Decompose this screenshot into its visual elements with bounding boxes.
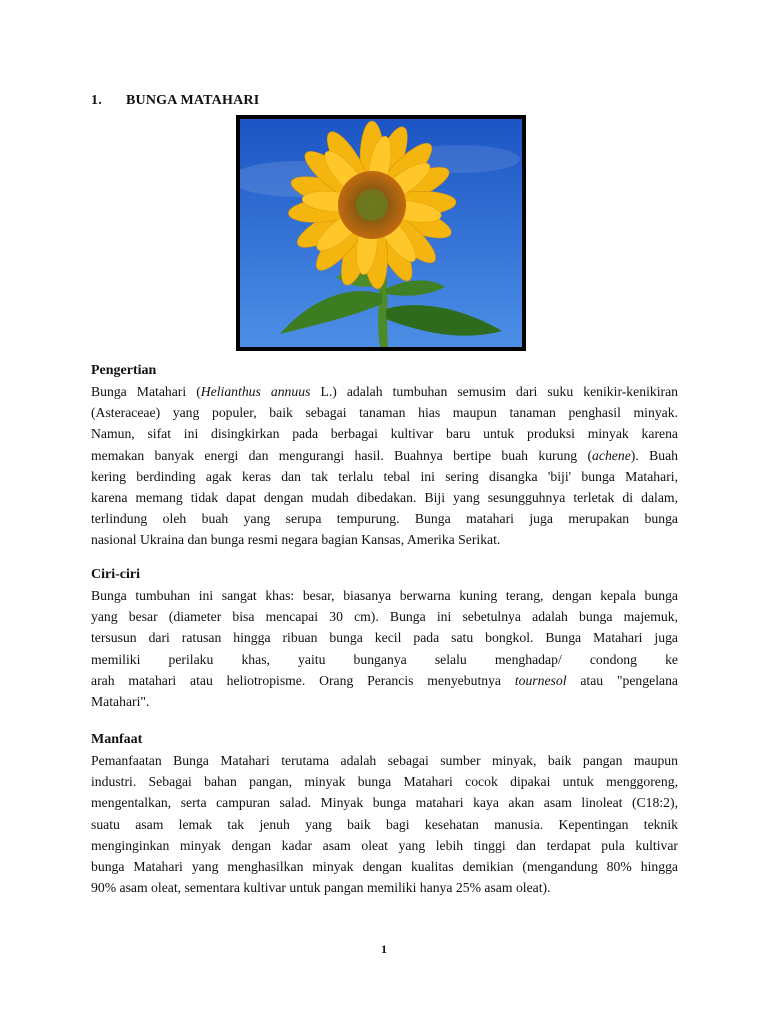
text-line: suatu asam lemak tak jenuh yang baik bagi kesehatan manusia. Kepentingan teknik xyxy=(91,816,678,832)
section-ciri xyxy=(91,564,678,712)
italic-term: tournesol xyxy=(514,672,567,688)
text-line: terlindung oleh buah yang serupa tempurung. Bunga matahari juga merupakan bunga xyxy=(91,511,678,527)
text-line: Namun, sifat ini disingkirkan pada berbagai kultivar baru untuk produksi minyak karena xyxy=(91,426,678,442)
text-line: 90% asam oleat, sementara kultivar untuk pangan memiliki hanya 25% asam oleat). xyxy=(91,880,551,896)
text-line: memakan banyak energi dan mengurangi hasil. Buahnya bertipe buah kurung (achene). Buah xyxy=(91,447,679,463)
text-line: karena memang tidak dapat dengan mudah dibedakan. Biji yang sesungguhnya terletak di dalam, xyxy=(91,490,678,506)
sunflower-illustration xyxy=(240,119,522,347)
section-title: Ciri-ciri xyxy=(91,567,140,582)
text-line: menginginkan minyak dengan kadar asam oleat yang lebih tinggi dan terdapat pula kultivar xyxy=(91,837,678,853)
text-line: Bunga Matahari (Helianthus annuus L.) adalah tumbuhan semusim dari suku kenikir-kenikiran xyxy=(91,384,678,399)
text-line: Bunga tumbuhan ini sangat khas: besar, biasanya berwarna kuning terang, dengan kepala bunga xyxy=(91,588,678,603)
text-line: nasional Ukraina dan bunga resmi negara bagian Kansas, Amerika Serikat. xyxy=(91,532,501,548)
section-pengertian xyxy=(91,360,678,551)
heading-number: 1. xyxy=(91,93,102,108)
text-line: Pemanfaatan Bunga Matahari terutama adalah sebagai sumber minyak, baik pangan maupun xyxy=(91,753,678,768)
text-line: (Asteraceae) yang populer, baik sebagai tanaman hias maupun tanaman penghasil minyak. xyxy=(91,405,678,421)
section-title: Pengertian xyxy=(91,363,157,378)
text-line: tersusun dari ratusan hingga ribuan bunga kecil pada satu bongkol. Bunga Matahari juga xyxy=(91,630,678,646)
paragraph xyxy=(91,381,678,551)
paragraph xyxy=(91,750,678,898)
section-title: Manfaat xyxy=(91,732,143,747)
paragraph xyxy=(91,585,678,712)
text-line: Matahari". xyxy=(91,694,150,710)
text-line: industri. Sebagai bahan pangan, minyak bunga Matahari cocok dipakai untuk menggoreng, xyxy=(91,774,678,790)
text-line: bunga Matahari yang menghasilkan minyak dengan kualitas demikian (mengandung 80% hingga xyxy=(91,859,678,875)
page-number: 1 xyxy=(381,942,387,956)
text-line: mengentalkan, serta campuran salad. Minyak bunga matahari kaya akan asam linoleat (C18:2), xyxy=(91,795,678,811)
section-heading xyxy=(91,93,259,109)
sunflower-photo xyxy=(236,115,526,351)
heading-title: BUNGA MATAHARI xyxy=(126,93,260,108)
text-line: memiliki perilaku khas, yaitu bunganya selalu menghadap/ condong ke xyxy=(91,651,678,667)
italic-term: Helianthus annuus xyxy=(200,384,311,399)
text-line: arah matahari atau heliotropisme. Orang Perancis menyebutnya tournesol atau "pengelana xyxy=(91,672,678,688)
text-line: kering berdinding agak keras dan tak terlalu tebal ini sering disangka 'biji' bunga Matahari, xyxy=(91,468,678,484)
section-manfaat xyxy=(91,729,678,898)
italic-term: achene xyxy=(592,447,631,463)
text-line: yang besar (diameter bisa mencapai 30 cm). Bunga ini sebetulnya adalah bunga majemuk, xyxy=(91,609,678,625)
